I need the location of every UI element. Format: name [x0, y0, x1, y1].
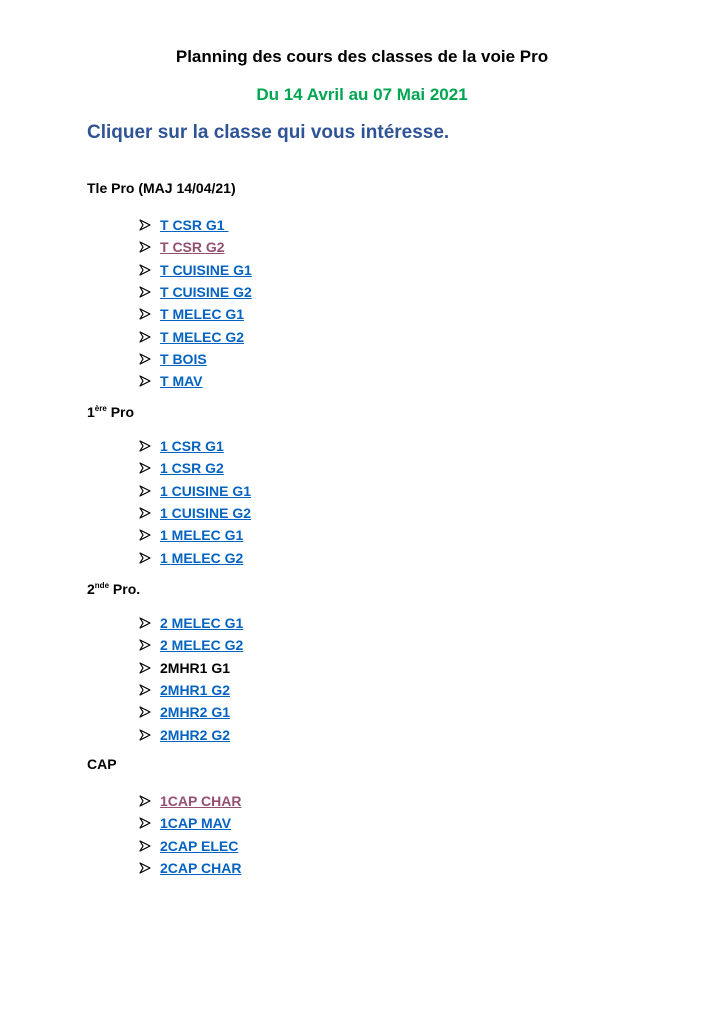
arrow-bullet-icon: [139, 219, 151, 231]
section-terminale: [87, 177, 647, 392]
arrow-bullet-icon: [139, 286, 151, 298]
section-premiere: [87, 398, 647, 569]
arrow-bullet-icon: [139, 817, 151, 829]
class-link[interactable]: 1 MELEC G2: [160, 549, 244, 566]
class-list-item: [87, 303, 647, 325]
class-link[interactable]: 2MHR2 G1: [160, 704, 231, 721]
class-list-item: [87, 348, 647, 370]
class-list-item: [87, 325, 647, 347]
class-link: 2MHR1 G1: [160, 659, 231, 676]
page-title: Planning des cours des classes de la voie Pro: [175, 47, 549, 66]
class-link[interactable]: T MAV: [160, 373, 203, 390]
class-link[interactable]: 2MHR1 G2: [160, 682, 231, 699]
class-list-item: [87, 634, 647, 656]
class-list-item: [87, 480, 647, 502]
class-list-item: [87, 457, 647, 479]
class-list-premiere: [87, 435, 647, 569]
class-list-item: [87, 701, 647, 723]
arrow-bullet-icon: [139, 529, 151, 541]
arrow-bullet-icon: [139, 264, 151, 276]
arrow-bullet-icon: [139, 331, 151, 343]
class-list-item: [87, 612, 647, 634]
class-list-cap: [87, 790, 647, 879]
arrow-bullet-icon: [139, 662, 151, 674]
class-link[interactable]: T MELEC G1: [160, 306, 245, 323]
arrow-bullet-icon: [139, 375, 151, 387]
class-link[interactable]: 2CAP CHAR: [160, 860, 242, 877]
class-link[interactable]: T CSR G1: [160, 217, 229, 234]
class-link[interactable]: 2 MELEC G1: [160, 615, 244, 632]
class-link[interactable]: T BOIS: [160, 350, 207, 367]
section-heading-premiere: 1ère Pro: [87, 404, 135, 420]
class-link[interactable]: 2CAP ELEC: [160, 837, 239, 854]
class-link[interactable]: 1CAP CHAR: [160, 793, 242, 810]
class-link[interactable]: T CUISINE G2: [160, 284, 252, 301]
arrow-bullet-icon: [139, 485, 151, 497]
section-seconde: [87, 575, 647, 746]
class-link[interactable]: 1CAP MAV: [160, 815, 232, 832]
arrow-bullet-icon: [139, 440, 151, 452]
class-link[interactable]: T CSR G2: [160, 239, 225, 256]
class-link[interactable]: 1 CSR G1: [160, 438, 224, 455]
arrow-bullet-icon: [139, 862, 151, 874]
class-list-item: [87, 435, 647, 457]
class-link[interactable]: 1 CUISINE G2: [160, 505, 252, 522]
class-list-item: [87, 790, 647, 812]
class-list-item: [87, 657, 647, 679]
class-link[interactable]: 1 CSR G2: [160, 460, 224, 477]
section-heading-seconde: 2nde Pro.: [87, 581, 141, 597]
class-link[interactable]: 2MHR2 G2: [160, 726, 231, 743]
class-list-item: [87, 259, 647, 281]
arrow-bullet-icon: [139, 795, 151, 807]
class-list-item: [87, 281, 647, 303]
class-list-item: [87, 502, 647, 524]
arrow-bullet-icon: [139, 462, 151, 474]
class-list-seconde: [87, 612, 647, 746]
arrow-bullet-icon: [139, 639, 151, 651]
class-list-item: [87, 546, 647, 568]
arrow-bullet-icon: [139, 241, 151, 253]
arrow-bullet-icon: [139, 706, 151, 718]
arrow-bullet-icon: [139, 840, 151, 852]
arrow-bullet-icon: [139, 507, 151, 519]
class-link[interactable]: 1 MELEC G1: [160, 527, 244, 544]
arrow-bullet-icon: [139, 308, 151, 320]
class-list-item: [87, 857, 647, 879]
arrow-bullet-icon: [139, 552, 151, 564]
class-list-item: [87, 214, 647, 236]
arrow-bullet-icon: [139, 617, 151, 629]
section-heading-cap: CAP: [87, 756, 117, 772]
arrow-bullet-icon: [139, 729, 151, 741]
class-list-item: [87, 679, 647, 701]
class-list-item: [87, 236, 647, 258]
arrow-bullet-icon: [139, 353, 151, 365]
section-cap: [87, 753, 647, 879]
class-list-item: [87, 370, 647, 392]
class-link[interactable]: 2 MELEC G2: [160, 637, 244, 654]
class-list-item: [87, 812, 647, 834]
class-list-terminale: [87, 214, 647, 392]
class-list-item: [87, 723, 647, 745]
class-link[interactable]: T CUISINE G1: [160, 261, 252, 278]
section-heading-terminale: Tle Pro (MAJ 14/04/21): [87, 180, 236, 196]
class-list-item: [87, 835, 647, 857]
class-link[interactable]: 1 CUISINE G1: [160, 482, 252, 499]
class-list-item: [87, 524, 647, 546]
class-link[interactable]: T MELEC G2: [160, 328, 245, 345]
date-range: Du 14 Avril au 07 Mai 2021: [256, 85, 468, 104]
instruction-text: Cliquer sur la classe qui vous intéresse.: [87, 122, 450, 143]
arrow-bullet-icon: [139, 684, 151, 696]
